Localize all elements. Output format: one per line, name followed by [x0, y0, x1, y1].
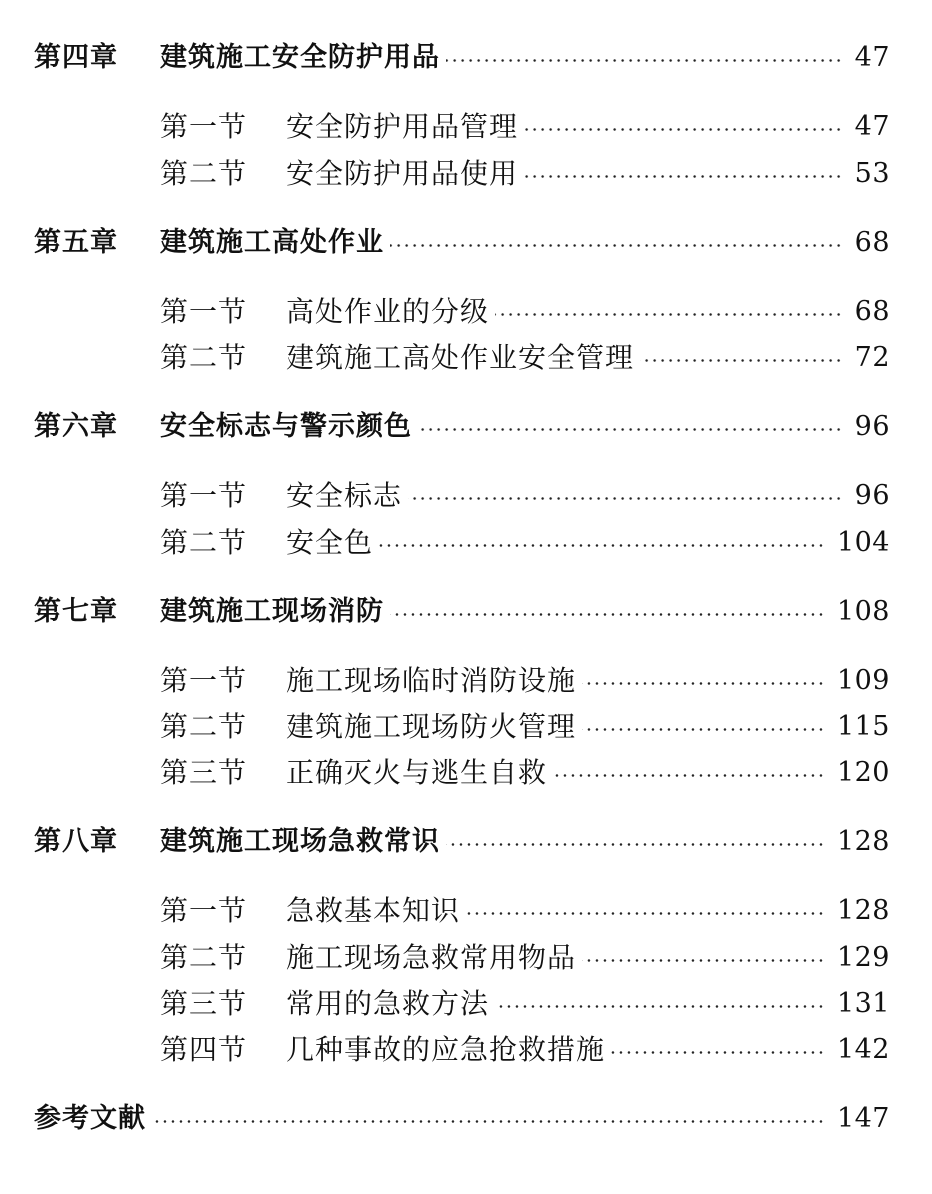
chapter-title: 建筑施工高处作业 — [160, 227, 384, 258]
page-number: 128 — [836, 895, 890, 926]
dot-leader — [152, 1120, 825, 1123]
toc-section[interactable] — [0, 891, 932, 931]
toc-section[interactable] — [0, 523, 932, 563]
page-number: 142 — [836, 1034, 890, 1065]
section-number: 第一节 — [160, 110, 248, 143]
section-number: 第二节 — [160, 157, 248, 190]
toc-chapter-6[interactable] — [0, 407, 932, 447]
dot-leader — [582, 728, 825, 731]
dot-leader — [379, 544, 825, 547]
toc-section[interactable] — [0, 707, 932, 747]
section-title: 安全色 — [286, 526, 374, 559]
page-number: 68 — [854, 296, 890, 327]
page-number: 47 — [854, 111, 890, 142]
chapter-number: 第八章 — [34, 826, 118, 857]
dot-leader — [524, 175, 843, 178]
section-title: 安全防护用品管理 — [286, 110, 519, 143]
toc-references[interactable] — [0, 1099, 932, 1139]
page-number: 128 — [836, 826, 890, 857]
section-title: 高处作业的分级 — [286, 295, 490, 328]
chapter-title: 建筑施工安全防护用品 — [160, 42, 440, 73]
chapter-number: 第四章 — [34, 42, 118, 73]
toc-section[interactable] — [0, 938, 932, 978]
section-number: 第四节 — [160, 1033, 248, 1066]
dot-leader — [418, 428, 843, 431]
dot-leader — [466, 912, 825, 915]
page-number: 96 — [854, 411, 890, 442]
page-number: 72 — [854, 342, 890, 373]
dot-leader — [390, 613, 825, 616]
dot-leader — [408, 497, 843, 500]
toc-section[interactable] — [0, 661, 932, 701]
dot-leader — [495, 313, 843, 316]
dot-leader — [611, 1051, 825, 1054]
section-number: 第二节 — [160, 341, 248, 374]
page-number: 109 — [836, 665, 890, 696]
page-number: 131 — [836, 988, 890, 1019]
dot-leader — [446, 843, 825, 846]
toc-chapter-4[interactable] — [0, 38, 932, 78]
chapter-title: 建筑施工现场消防 — [160, 596, 384, 627]
page-number: 115 — [836, 711, 890, 742]
section-number: 第一节 — [160, 479, 248, 512]
dot-leader — [446, 59, 843, 62]
page-number: 104 — [836, 527, 890, 558]
page-number: 96 — [854, 480, 890, 511]
toc-section[interactable] — [0, 338, 932, 378]
dot-leader — [390, 244, 843, 247]
section-title: 常用的急救方法 — [286, 987, 490, 1020]
page-number: 129 — [836, 942, 890, 973]
section-number: 第二节 — [160, 710, 248, 743]
toc-section[interactable] — [0, 1030, 932, 1070]
section-number: 第三节 — [160, 756, 248, 789]
page-number: 147 — [836, 1103, 890, 1134]
toc-section[interactable] — [0, 292, 932, 332]
section-title: 施工现场急救常用物品 — [286, 941, 577, 974]
section-number: 第一节 — [160, 894, 248, 927]
toc-section[interactable] — [0, 753, 932, 793]
dot-leader — [553, 774, 825, 777]
page-number: 53 — [854, 158, 890, 189]
page-number: 47 — [854, 42, 890, 73]
page-number: 120 — [836, 757, 890, 788]
section-title: 建筑施工现场防火管理 — [286, 710, 577, 743]
toc-section[interactable] — [0, 154, 932, 194]
toc-chapter-8[interactable] — [0, 822, 932, 862]
section-title: 安全标志 — [286, 479, 403, 512]
section-title: 急救基本知识 — [286, 894, 461, 927]
dot-leader — [640, 359, 843, 362]
section-number: 第一节 — [160, 295, 248, 328]
chapter-number: 第五章 — [34, 227, 118, 258]
section-title: 安全防护用品使用 — [286, 157, 519, 190]
toc-section[interactable] — [0, 984, 932, 1024]
section-number: 第二节 — [160, 526, 248, 559]
toc-chapter-7[interactable] — [0, 592, 932, 632]
page-number: 108 — [836, 596, 890, 627]
dot-leader — [495, 1005, 825, 1008]
chapter-number: 第六章 — [34, 411, 118, 442]
toc-section[interactable] — [0, 107, 932, 147]
section-number: 第一节 — [160, 664, 248, 697]
section-number: 第三节 — [160, 987, 248, 1020]
section-title: 正确灭火与逃生自救 — [286, 756, 548, 789]
dot-leader — [582, 682, 825, 685]
references-title: 参考文献 — [34, 1103, 146, 1134]
section-title: 几种事故的应急抢救措施 — [286, 1033, 606, 1066]
toc-section[interactable] — [0, 476, 932, 516]
dot-leader — [524, 128, 843, 131]
section-title: 施工现场临时消防设施 — [286, 664, 577, 697]
chapter-title: 安全标志与警示颜色 — [160, 411, 412, 442]
page-number: 68 — [854, 227, 890, 258]
dot-leader — [582, 959, 825, 962]
chapter-number: 第七章 — [34, 596, 118, 627]
section-title: 建筑施工高处作业安全管理 — [286, 341, 635, 374]
toc-chapter-5[interactable] — [0, 223, 932, 263]
section-number: 第二节 — [160, 941, 248, 974]
chapter-title: 建筑施工现场急救常识 — [160, 826, 440, 857]
